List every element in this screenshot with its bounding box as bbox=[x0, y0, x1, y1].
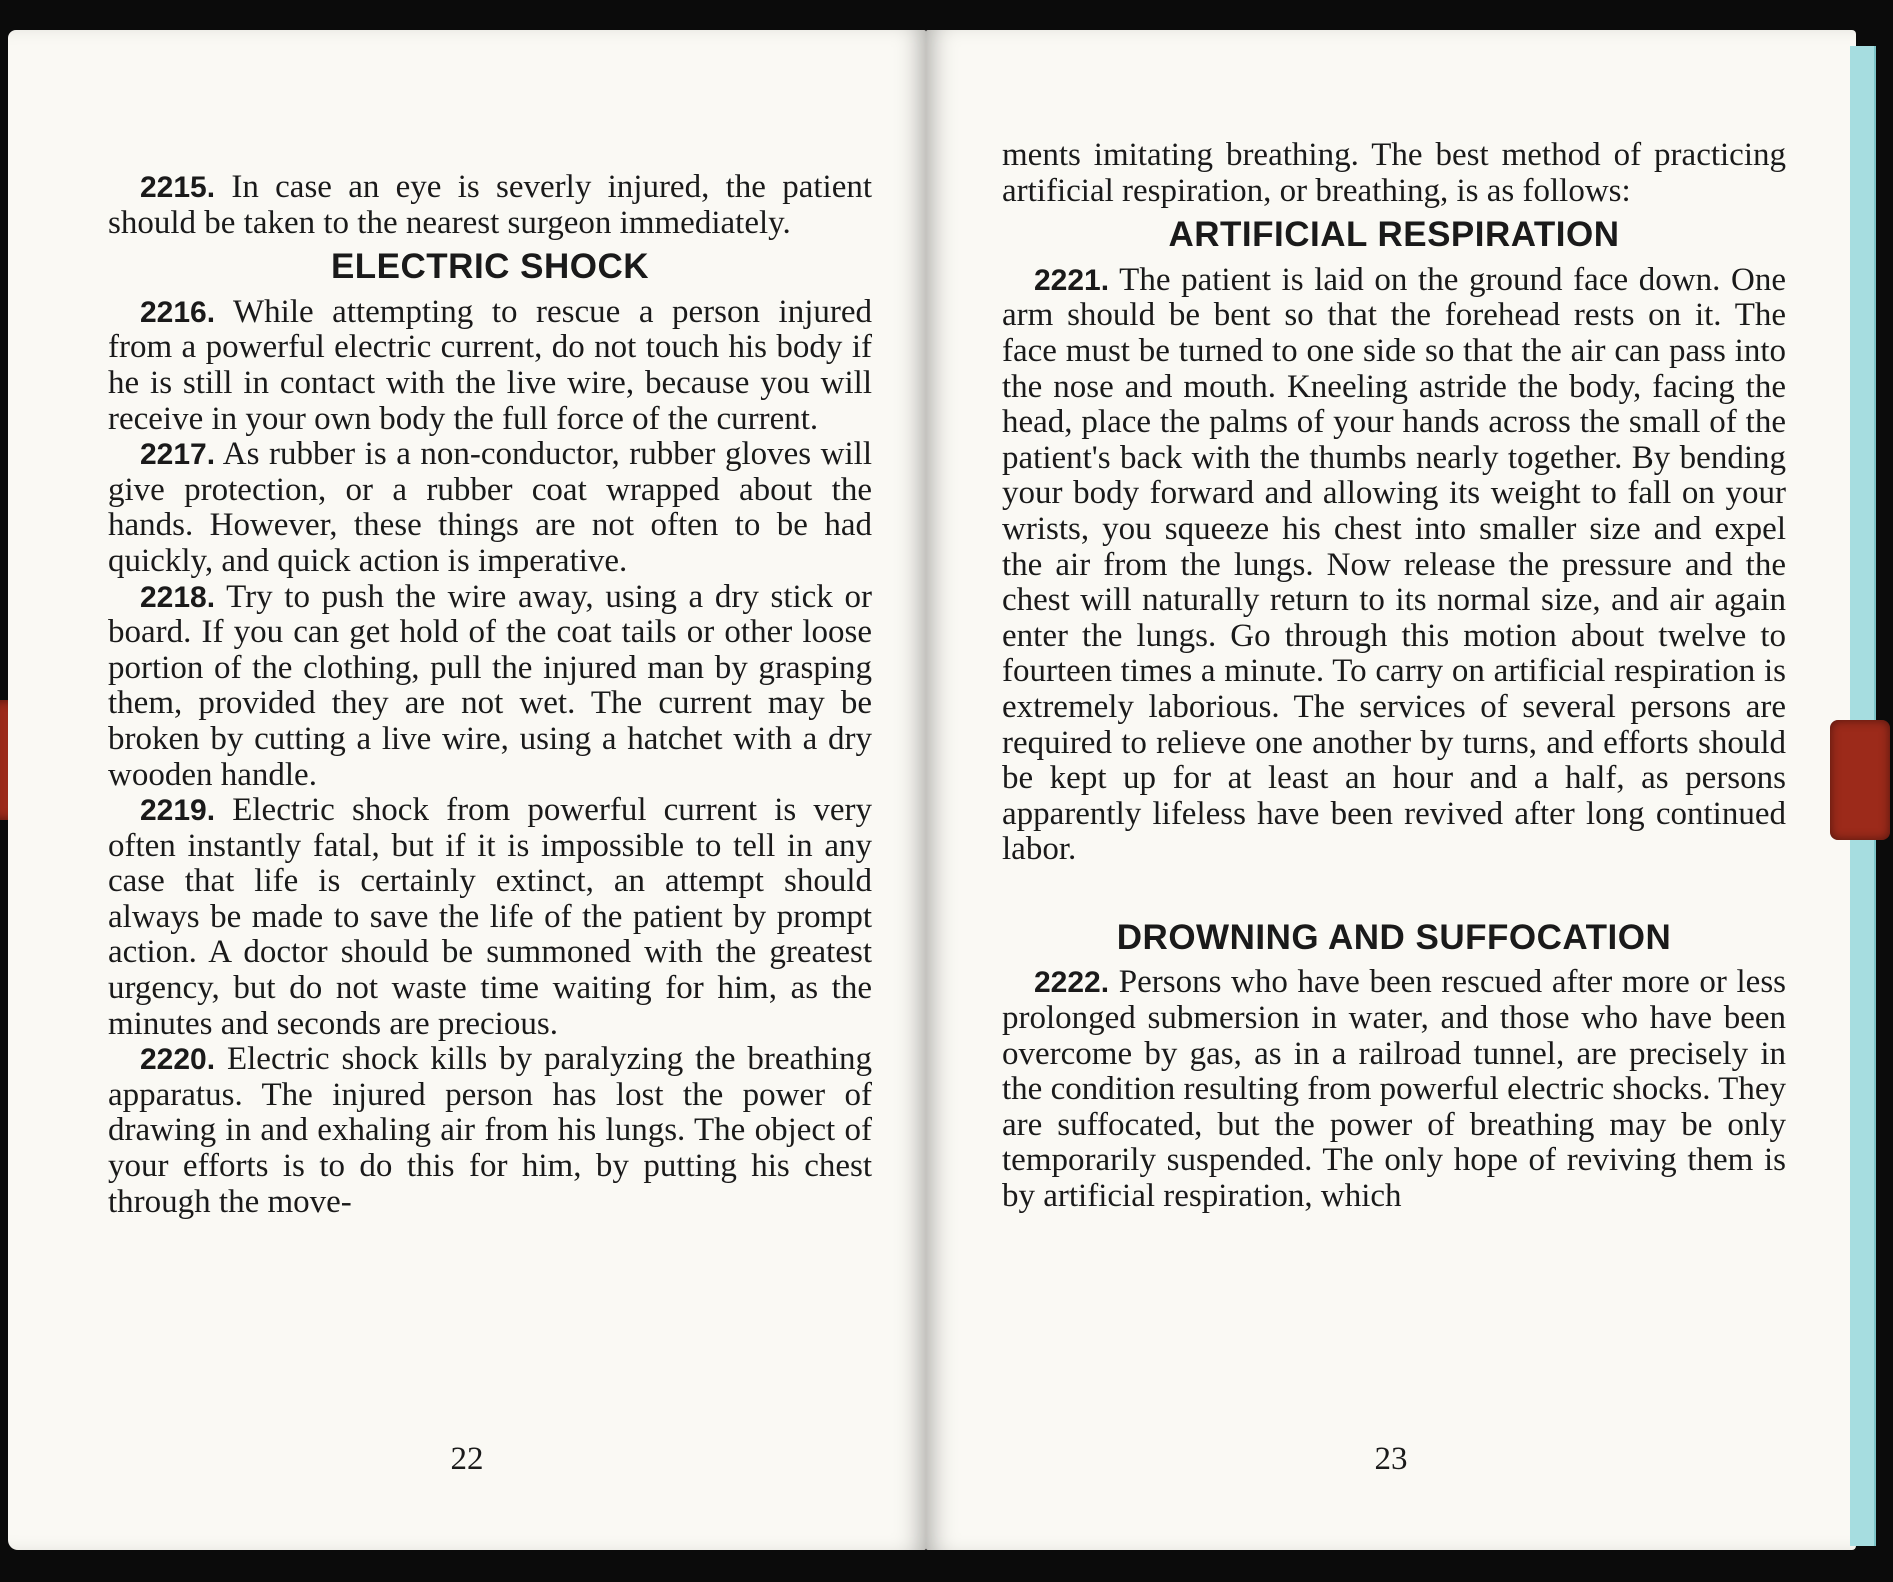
paragraph-number: 2216. bbox=[140, 295, 216, 329]
paragraph-number: 2218. bbox=[140, 580, 216, 614]
paragraph-2215 bbox=[108, 170, 872, 241]
paragraph-2218 bbox=[108, 580, 872, 794]
paragraph-text: While attempting to rescue a person injured from a powerful electric current, do not touch his body if he is still in contact with the live wire, because you will receive in your own body the full force of the current. bbox=[108, 293, 872, 437]
paragraph-text: As rubber is a non-conductor, rubber gloves will give protection, or a rubber coat wrapped about the hands. However, these things are not often to be had quickly, and quick action is imperative. bbox=[108, 436, 872, 579]
paragraph-2219 bbox=[108, 793, 872, 1042]
paragraph-text: Try to push the wire away, using a dry stick or board. If you can get hold of the coat tails or other loose portion of the clothing, pull the injured man by grasping them, provided they are not wet. The current may be broken by cutting a live wire, using a hatchet with a dry wooden handle. bbox=[108, 578, 872, 793]
paragraph-number: 2222. bbox=[1034, 966, 1110, 1000]
paragraph-number: 2219. bbox=[140, 794, 216, 828]
paragraph-text: Persons who have been rescued after more or less prolonged submersion in water, and those who have been overcome by gas, as in a railroad tunnel, are precisely in the condition resulting from powerful electric shocks. They are suffocated, but the power of breathing may be only temporarily suspended. The only hope of reviving them is by artificial respiration, which bbox=[1002, 964, 1787, 1215]
right-page-tab bbox=[1830, 720, 1890, 840]
paragraph-number: 2220. bbox=[140, 1043, 216, 1077]
section-heading-drowning-and-suffocation: DROWNING AND SUFFOCATION bbox=[1116, 917, 1672, 957]
right-page-body bbox=[1002, 138, 1786, 1215]
left-page bbox=[8, 30, 926, 1550]
paragraph-text: Electric shock from powerful current is very often instantly fatal, but if it is impossible to tell in any case that life is certainly extinct, an attempt should always be made to save the life of the patient by prompt action. A doctor should be summoned with the greatest urgency, but do not waste time waiting for him, as the minutes and seconds are precious. bbox=[108, 792, 872, 1042]
page-number-left: 22 bbox=[450, 1441, 484, 1477]
section-heading-artificial-respiration: ARTIFICIAL RESPIRATION bbox=[1168, 215, 1620, 255]
continuation-text: ments imitating breathing. The best method of practicing artificial respiration, or breathing, is as follows: bbox=[1002, 137, 1786, 209]
paragraph-text: In case an eye is severly injured, the patient should be taken to the nearest surgeon immediately. bbox=[108, 169, 873, 241]
paragraph-number: 2215. bbox=[140, 171, 216, 204]
section-heading-electric-shock: ELECTRIC SHOCK bbox=[330, 247, 650, 287]
paragraph-2221 bbox=[1002, 263, 1786, 868]
paragraph-number: 2221. bbox=[1034, 263, 1110, 297]
paragraph-text: The patient is laid on the ground face down. One arm should be bent so that the forehead rests on it. The face must be turned to one side so that the air can pass into the nose and mouth. Kneeling astride the body, facing the head, place the palms of your hands across the small of the patient's back with the thumbs nearly together. By bending your body forward and allowing its weight to fall on your wrists, you squeeze his chest into smaller size and expel the air from the lungs. Now release the pressure and the chest will naturally return to its normal size, and air again enter the lungs. Go through this motion about twelve to fourteen times a minute. To carry on artificial respiration is extremely laborious. The services of several persons are required to relieve one another by turns, and efforts should be kept up for at least an hour and a half, as persons apparently lifeless have been revived after long continued labor. bbox=[1002, 261, 1786, 868]
left-page-body bbox=[108, 170, 872, 1220]
paragraph-2220 bbox=[108, 1042, 872, 1220]
paragraph-2216 bbox=[108, 295, 872, 437]
page-number-right: 23 bbox=[1374, 1441, 1408, 1477]
paragraph-number: 2217. bbox=[140, 438, 216, 472]
right-page bbox=[926, 30, 1856, 1550]
paragraph-2222 bbox=[1002, 965, 1786, 1214]
paragraph-2217 bbox=[108, 437, 872, 579]
paragraph-text: Electric shock kills by paralyzing the breathing apparatus. The injured person has lost the power of drawing in and exhaling air from his lungs. The object of your efforts is to do this for him, by putting his chest through the move- bbox=[108, 1041, 873, 1220]
